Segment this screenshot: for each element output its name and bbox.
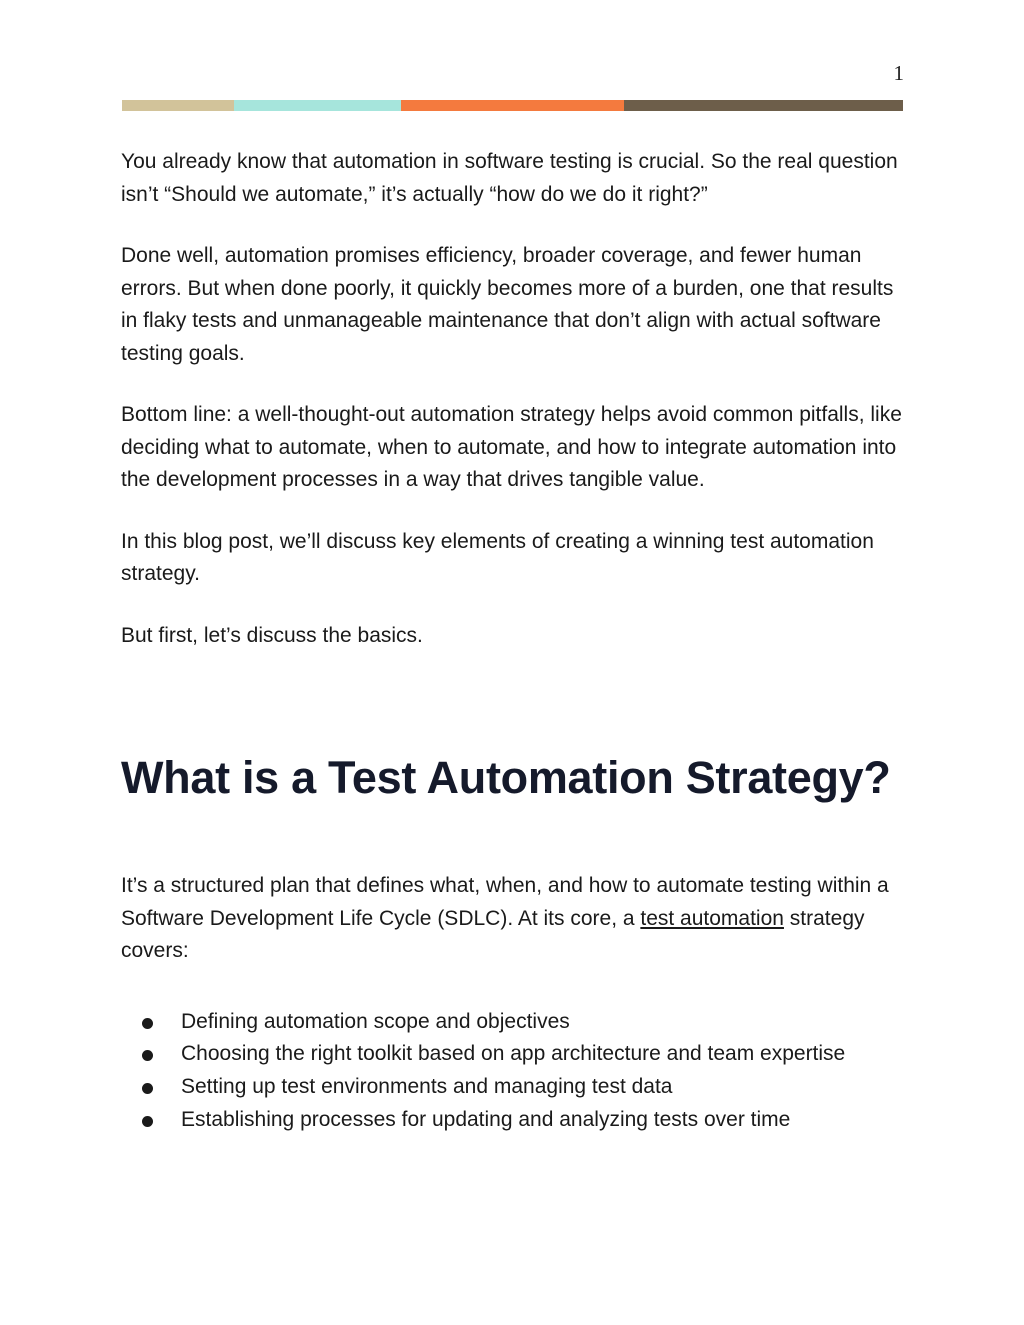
intro-paragraph-5: But first, let’s discuss the basics. (121, 623, 423, 647)
bullet-icon (142, 1116, 153, 1127)
list-item (121, 1071, 911, 1104)
list-item (121, 1006, 911, 1039)
intro-paragraph-3: Bottom line: a well-thought-out automation strategy helps avoid common pitfalls, like deciding what to automate, when to automate, and how to integrate automation into the development processes in a way that drives tangible value. (121, 403, 902, 491)
test-automation-link[interactable]: test automation (640, 906, 784, 930)
list-item (121, 1104, 911, 1137)
bullet-icon (142, 1083, 153, 1094)
color-bar-segment-4 (624, 100, 903, 111)
color-bar-segment-3 (401, 100, 624, 111)
color-bar-segment-1 (122, 100, 234, 111)
page-number: 1 (893, 61, 904, 85)
intro-paragraph-2: Done well, automation promises efficiency, broader coverage, and fewer human errors. But when done poorly, it quickly becomes more of a burden, one that results in flaky tests and unmanageable maintenance that don’t align with actual software testing goals. (121, 244, 894, 365)
color-bar-segment-2 (234, 100, 401, 111)
list-item-text: Establishing processes for updating and analyzing tests over time (181, 1107, 791, 1131)
definition-paragraph (121, 870, 911, 968)
document-body (121, 146, 911, 1137)
decorative-color-bar (122, 100, 903, 111)
list-item-text: Defining automation scope and objectives (181, 1009, 570, 1033)
list-item (121, 1038, 911, 1071)
intro-paragraph-1: You already know that automation in software testing is crucial. So the real question isn’t “Should we automate,” it’s actually “how do we do it right?” (121, 150, 898, 206)
definition-text-before-link: It’s a structured plan that defines what, when, and how to automate testing within a Software Development Life Cycle (SDLC). At its core, a (121, 874, 889, 930)
list-item-text: Choosing the right toolkit based on app architecture and team expertise (181, 1042, 846, 1066)
bullet-icon (142, 1018, 153, 1029)
bullet-icon (142, 1050, 153, 1061)
section-heading: What is a Test Automation Strategy? (121, 752, 891, 803)
intro-paragraph-4: In this blog post, we’ll discuss key elements of creating a winning test automation strategy. (121, 529, 874, 585)
definition-text-after-link: strategy covers: (121, 906, 865, 962)
strategy-bullet-list (121, 1006, 911, 1137)
list-item-text: Setting up test environments and managing test data (181, 1075, 673, 1099)
